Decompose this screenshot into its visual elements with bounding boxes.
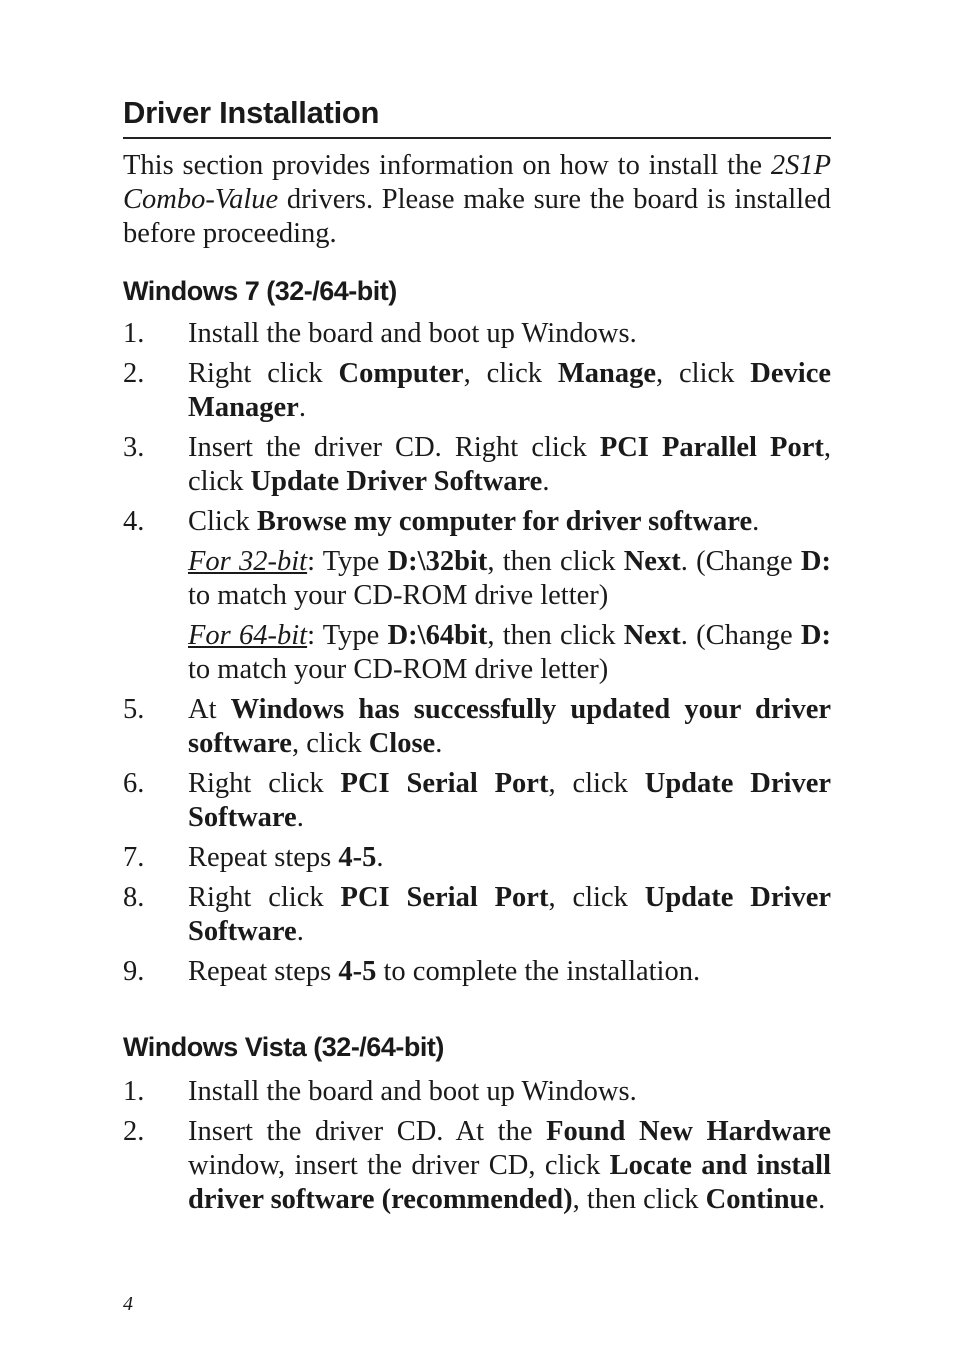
steps-list-windows-7 — [123, 317, 831, 989]
step-item — [123, 841, 831, 875]
section-heading-windows-7: Windows 7 (32-/64-bit) — [123, 276, 397, 306]
step-item — [123, 431, 831, 499]
step-bold: Browse my computer for driver software — [256, 506, 753, 537]
steps-list-windows-vista — [123, 1075, 831, 1217]
step-item — [123, 317, 831, 351]
step-bold: D:\32bit — [387, 546, 488, 577]
step-text: Install the board and boot up Windows. — [188, 1076, 637, 1107]
substep-label: For 64-bit — [188, 620, 308, 651]
page-content — [123, 95, 831, 1223]
step-item — [123, 505, 831, 687]
intro-paragraph — [123, 149, 831, 251]
step-bold: Manage — [557, 358, 657, 389]
step-bold: PCI Serial Port — [340, 768, 549, 799]
step-text: , then click — [572, 1184, 706, 1215]
step-text: Right click — [188, 882, 341, 913]
step-text: to match your CD-ROM drive letter) — [188, 580, 609, 611]
intro-text: This section provides information on how to install the — [123, 150, 771, 181]
page-number: 4 — [123, 1293, 133, 1315]
step-text: , click — [656, 358, 751, 389]
section-windows-7 — [123, 275, 831, 989]
step-item — [123, 1115, 831, 1217]
step-text: Install the board and boot up Windows. — [188, 318, 637, 349]
step-bold: Locate and install driver software (recommended) — [188, 1150, 831, 1215]
step-number: 7. — [123, 842, 145, 873]
step-text: , click — [548, 882, 645, 913]
step-number: 6. — [123, 768, 145, 799]
step-text: . (Change — [680, 546, 801, 577]
step-bold: Computer — [338, 358, 464, 389]
step-bold: Found New Hardware — [546, 1116, 831, 1147]
step-text: Right click — [188, 358, 339, 389]
step-bold: Windows has successfully updated your driver software — [188, 694, 831, 759]
step-text: , click — [548, 768, 645, 799]
step-number: 5. — [123, 694, 145, 725]
step-item — [123, 1075, 831, 1109]
step-bold: Next — [623, 546, 681, 577]
step-bold: Update Driver Software — [188, 882, 831, 947]
step-text: , click — [291, 728, 369, 759]
step-bold: D: — [800, 546, 831, 577]
substep-64bit — [188, 619, 831, 687]
step-text: , then click — [487, 546, 624, 577]
step-text: Insert the driver CD. Right click — [188, 432, 600, 463]
step-text: Right click — [188, 768, 341, 799]
step-text: . — [818, 1184, 826, 1215]
step-text: Repeat steps — [188, 842, 339, 873]
step-number: 1. — [123, 1076, 145, 1107]
step-text: , then click — [487, 620, 624, 651]
step-text: Insert the driver CD. At the — [188, 1116, 547, 1147]
step-text: . — [752, 506, 760, 537]
step-bold: Next — [623, 620, 681, 651]
substep-32bit — [188, 545, 831, 613]
step-text: . — [296, 916, 304, 947]
step-text: At — [188, 694, 231, 725]
step-text: to complete the installation. — [376, 956, 701, 987]
section-windows-vista — [123, 1031, 831, 1217]
step-item — [123, 955, 831, 989]
step-bold: PCI Serial Port — [340, 882, 549, 913]
step-bold: Update Driver Software — [188, 768, 831, 833]
step-text: , click — [463, 358, 558, 389]
step-text: . (Change — [680, 620, 801, 651]
page-title: Driver Installation — [123, 95, 831, 139]
step-text: . — [298, 392, 306, 423]
intro-text-end: drivers. Please make sure the board is installed before proceeding. — [123, 184, 831, 249]
step-bold: Close — [368, 728, 436, 759]
step-bold: 4-5 — [338, 956, 377, 987]
step-text: . — [376, 842, 384, 873]
step-number: 4. — [123, 506, 145, 537]
step-item — [123, 357, 831, 425]
step-bold: D:\64bit — [387, 620, 488, 651]
step-bold: D: — [800, 620, 831, 651]
step-number: 8. — [123, 882, 145, 913]
step-bold: Device Manager — [188, 358, 831, 423]
step-text: Click — [188, 506, 257, 537]
step-bold: Update Driver Software — [250, 466, 543, 497]
step-text: to match your CD-ROM drive letter) — [188, 654, 609, 685]
step-bold: 4-5 — [338, 842, 377, 873]
step-text: . — [542, 466, 550, 497]
step-text: : Type — [307, 546, 388, 577]
step-item — [123, 881, 831, 949]
step-bold: Continue — [705, 1184, 819, 1215]
step-item — [123, 693, 831, 761]
step-item — [123, 767, 831, 835]
step-number: 2. — [123, 358, 145, 389]
step-text: Repeat steps — [188, 956, 339, 987]
step-text: , click — [188, 432, 831, 497]
section-heading-windows-vista: Windows Vista (32-/64-bit) — [123, 1032, 444, 1062]
step-number: 1. — [123, 318, 145, 349]
step-text: : Type — [307, 620, 388, 651]
step-number: 2. — [123, 1116, 145, 1147]
step-text: . — [296, 802, 304, 833]
step-text: window, insert the driver CD, click — [188, 1150, 610, 1181]
product-name: 2S1P Combo-Value — [123, 150, 831, 215]
step-number: 3. — [123, 432, 145, 463]
step-bold: PCI Parallel Port — [599, 432, 824, 463]
step-text: . — [435, 728, 443, 759]
substep-label: For 32-bit — [188, 546, 308, 577]
step-number: 9. — [123, 956, 145, 987]
